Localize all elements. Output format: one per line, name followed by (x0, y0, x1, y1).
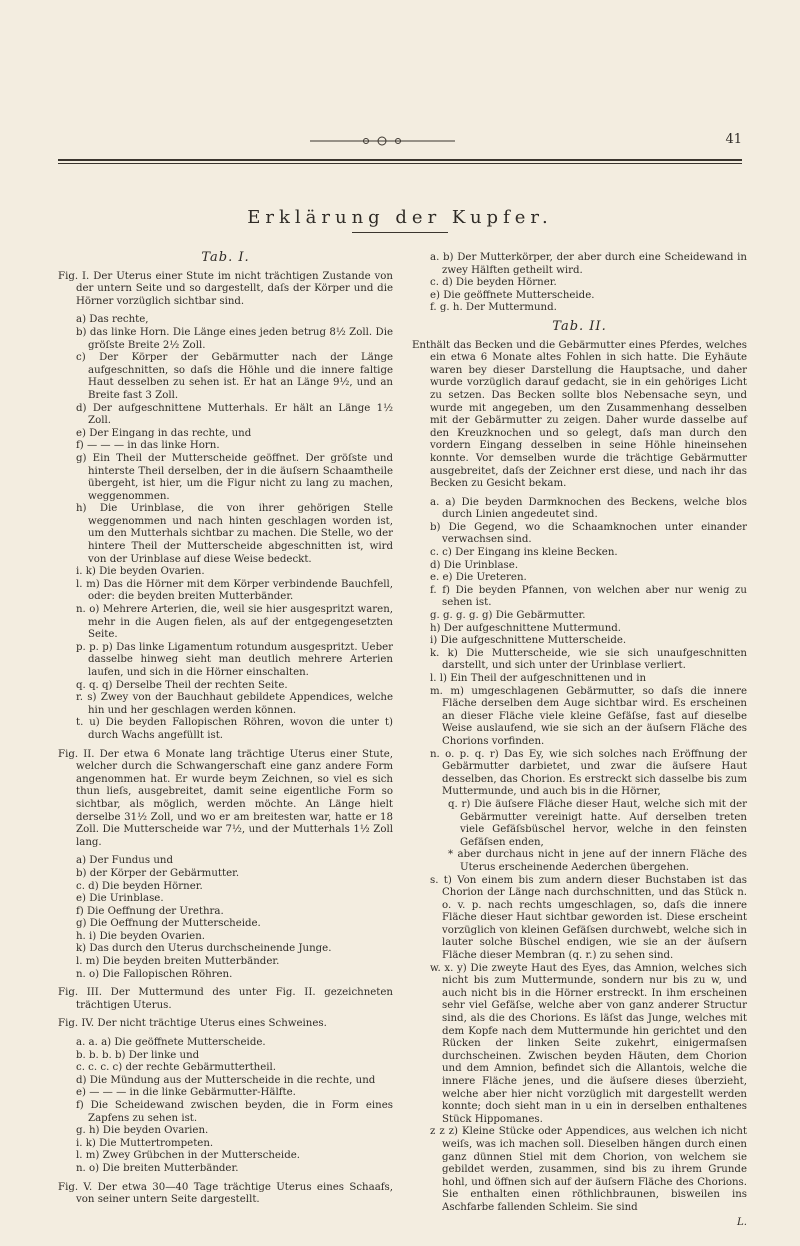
fig-5-items (412, 252, 747, 315)
header-rule (58, 159, 742, 161)
list-item: c) Der Körper der Gebärmutter nach der Länge aufgeschnitten, so daſs die Höhle und die innere faltige Haut desselben zu sehen ist. Er hat an Länge 9½, und an Breite fast 3 Zoll. (76, 352, 393, 401)
list-item: d) Die Mündung aus der Mutterscheide in die rechte, und (76, 1074, 376, 1086)
list-item: n. o) Die Fallopischen Röhren. (76, 968, 233, 980)
fig-1-caption: Fig. I. Der Uterus einer Stute im nicht trächtigen Zustande von der untern Seite und so dargestellt, daſs der Körper und die Hörner vorzüglich sichtbar sind. (58, 270, 393, 307)
list-item: c. c. c. c) der rechte Gebärmuttertheil. (76, 1062, 277, 1074)
list-item: p. p. p) Das linke Ligamentum rotundum ausgespritzt. Ueber dasselbe hinweg sieht man deutlich mehrere Arterien laufen, und sich in die Hörner einschalten. (76, 641, 393, 678)
list-item: l. m) Das die Hörner mit dem Körper verbindende Bauchfell, oder: die beyden breiten Mutterbänder. (76, 578, 393, 603)
list-item: w. x. y) Die zweyte Haut des Eyes, das Amnion, welches sich nicht bis zum Muttermunde, sondern nur bis zu w, und auch nicht bis in die Hörner erstreckt. In ihm erscheinen sehr viel Gefäſse, welche aber von ganz anderer Structur sind, als die des Chorions. Es läſst das Junge, welches mit dem Kopfe nach dem Muttermunde hin gerichtet und den Rücken der linken Seite zukehrt, einigermaſsen durchscheinen. Zwischen beyden Häuten, dem Chorion und dem Amnion, befindet sich die Allantois, welche die innere Fläche jenes, und die äuſsere dieses überzieht, welche aber hier nicht vorzüglich mit dargestellt werden konnte; doch sieht man in u ein in derselben enthaltenes Stück Hippomanes. (430, 962, 747, 1125)
list-item: q. r) Die äuſsere Fläche dieser Haut, welche sich mit der Gebärmutter vereinigt hatte. Auf derselben treten viele Gefäſsbüschel hervor, welche in den feinsten Gefäſsen enden, (448, 798, 747, 848)
list-item: g) Ein Theil der Mutterscheide geöffnet. Der gröſste und hinterste Theil derselben, der in die äuſsern Schaamtheile übergeht, ist hier, um die Figur nicht zu lang zu machen, weggenommen. (76, 452, 393, 502)
list-item: n. o) Mehrere Arterien, die, weil sie hier ausgespritzt waren, mehr in die Augen fielen, als auf der entgegengesetzten Seite. (76, 604, 393, 641)
list-item: n. o) Die breiten Mutterbänder. (76, 1162, 239, 1174)
list-item: c. c) Der Eingang ins kleine Becken. (430, 547, 618, 559)
fig-2-caption: Fig. II. Der etwa 6 Monate lang trächtige Uterus einer Stute, welcher durch die Schwangerschaft eine ganz andere Form angenommen hat. Er wurde beym Zeichnen, so viel es sich thun lieſs, ausgebreitet, damit seine eigentliche Form so sichtbar, als möglich, werden möchte. An Länge hielt derselbe 31½ Zoll, und wo er am breitesten war, hatte er 18 Zoll. Die Mutterscheide war 7½, und der Mutterhals 1½ Zoll lang. (58, 748, 393, 848)
list-item: * aber durchaus nicht in jene auf der innern Fläche des Uterus erscheinende Aederchen übergehen. (448, 849, 747, 873)
list-item: g. g. g. g. g) Die Gebärmutter. (430, 610, 586, 622)
catchword: L. (736, 1216, 747, 1228)
list-item: f) Die Scheidewand zwischen beyden, die in Form eines Zapfens zu sehen ist. (76, 1100, 393, 1124)
list-item: t. u) Die beyden Fallopischen Röhren, wovon die unter t) durch Wachs angefüllt ist. (76, 717, 393, 741)
tab-2-items (412, 497, 747, 799)
list-item: b) das linke Horn. Die Länge eines jeden betrug 8½ Zoll. Die gröſste Breite 2½ Zoll. (76, 326, 393, 351)
list-item: f) Die Oeffnung der Urethra. (76, 905, 224, 917)
tab-2-items-continued (412, 875, 747, 1215)
tab-2-intro: Enthält das Becken und die Gebärmutter eines Pferdes, welches ein etwa 6 Monate altes Fohlen in sich hatte. Die Eyhäute waren bey dieser Darstellung die Hauptsache, und daher wurde vorzüglich darauf gedacht, sie in ein gehöriges Licht zu setzen. Das Becken sollte blos Nebensache seyn, und wurde mit angegeben, um den Zusammenhang desselben mit der Gebärmutter zu zeigen. Daher wurde dasselbe auf den Kreuzknochen und so gelegt, daſs man durch den vordern Eingang desselben in seine Höhle hineinsehen konnte. Vor demselben wurde die trächtige Gebärmutter ausgebreitet, daſs der Zeichner erst diese, und nach ihr das Becken zu Gesicht bekam. (412, 339, 747, 490)
fig-4-items (58, 1037, 393, 1176)
right-column (412, 252, 747, 1229)
list-item: l. m) Zwey Grübchen in der Mutterscheide. (76, 1150, 300, 1162)
list-item: e) Der Eingang in das rechte, und (76, 427, 252, 439)
list-item: b. b. b. b) Der linke und (76, 1049, 200, 1061)
list-item: k. k) Die Mutterscheide, wie sie sich unaufgeschnitten darstellt, und sich unter der Urinblase verliert. (430, 647, 747, 672)
list-item: d) Der aufgeschnittene Mutterhals. Er hält an Länge 1½ Zoll. (76, 402, 393, 427)
list-item: z z z) Kleine Stücke oder Appendices, aus welchen ich nicht weiſs, was ich machen soll. Dieselben hängen durch einen ganz dünnen Stiel mit dem Chorion, von welchem sie gebildet werden, zusammen, sind bis zu ihrem Grunde hohl, und öffnen sich auf der äuſsern Fläche des Chorions. Sie enthalten einen röthlichbraunen, bisweilen ins Aschfarbe fallenden Schleim. Sie sind (430, 1126, 747, 1213)
page-number: 41 (725, 132, 742, 147)
list-item: e) Die Urinblase. (76, 893, 164, 905)
title-rule (352, 232, 448, 233)
list-item: m. m) umgeschlagenen Gebärmutter, so daſs die innere Fläche derselben dem Auge sichtbar wird. Es erscheinen an dieser Fläche viele kleine Gefäſse, fast auf dieselbe Weise auslaufend, wie sie sich an der äuſsern Fläche des Chorions vorfinden. (430, 685, 747, 747)
list-item: i) Die aufgeschnittene Mutterscheide. (430, 635, 627, 647)
list-item: q. q. q) Derselbe Theil der rechten Seite. (76, 679, 288, 691)
list-item: b) der Körper der Gebärmutter. (76, 867, 240, 879)
list-item: f. g. h. Der Muttermund. (430, 302, 557, 314)
tab-2-subitems (412, 799, 747, 875)
list-item: h) Die Urinblase, die von ihrer gehörigen Stelle weggenommen und nach hinten geschlagen worden ist, um den Mutterhals sichtbar zu machen. Die Stelle, wo der hintere Theil der Mutterscheide abgeschnitten ist, wird von der Urinblase auf diese Weise bedeckt. (76, 503, 393, 565)
ornament-icon (310, 135, 455, 147)
list-item: g. h) Die beyden Ovarien. (76, 1125, 209, 1137)
tab-1-heading: Tab. I. (201, 250, 250, 265)
list-item: g) Die Oeffnung der Mutterscheide. (76, 918, 261, 930)
list-item: e. e) Die Ureteren. (430, 572, 527, 584)
list-item: c. d) Die beyden Hörner. (430, 277, 557, 289)
list-item: e) Die geöffnete Mutterscheide. (430, 289, 595, 301)
list-item: l. m) Die beyden breiten Mutterbänder. (76, 956, 280, 968)
list-item: c. d) Die beyden Hörner. (76, 880, 203, 892)
list-item: h) Der aufgeschnittene Muttermund. (430, 622, 622, 634)
list-item: f. f) Die beyden Pfannen, von welchen aber nur wenig zu sehen ist. (430, 584, 747, 609)
list-item: k) Das durch den Uterus durchscheinende Junge. (76, 943, 332, 955)
list-item: a. a) Die beyden Darmknochen des Beckens, welche blos durch Linien angedeutet sind. (430, 496, 747, 521)
list-item: l. l) Ein Theil der aufgeschnittenen und in (430, 673, 647, 684)
list-item: i. k) Die Muttertrompeten. (76, 1137, 214, 1149)
list-item: a) Der Fundus und (76, 855, 173, 867)
tab-2-heading: Tab. II. (552, 318, 607, 334)
fig-4-caption: Fig. IV. Der nicht trächtige Uterus eines Schweines. (58, 1018, 327, 1030)
list-item: s. t) Von einem bis zum andern dieser Buchstaben ist das Chorion der Länge nach durchschnitten, und das Stück n. o. v. p. nach rechts umgeschlagen, so, daſs die innere Fläche dieser Haut sichtbar geworden ist. Diese erscheint vorzüglich von kleinen Gefäſsen durchwebt, welche sich in lauter solche Büschel endigen, wie sie an der äuſsern Fläche dieser Membran (q. r.) zu sehen sind. (430, 874, 747, 962)
header-rule-thin (58, 163, 742, 164)
list-item: h. i) Die beyden Ovarien. (76, 930, 205, 942)
list-item: f) — — — in das linke Horn. (76, 440, 220, 452)
left-column (58, 252, 393, 1213)
list-item: a. b) Der Mutterkörper, der aber durch eine Scheidewand in zwey Hälften getheilt wird. (430, 252, 747, 276)
list-item: r. s) Zwey von der Bauchhaut gebildete Appendices, welche hin und her geschlagen werden können. (76, 692, 393, 716)
list-item: b) Die Gegend, wo die Schaamknochen unter einander verwachsen sind. (430, 521, 747, 546)
list-item: e) — — — in die linke Gebärmutter-Hälfte. (76, 1087, 296, 1099)
fig-2-items (58, 855, 393, 981)
list-item: a) Das rechte, (76, 314, 149, 326)
list-item: n. o. p. q. r) Das Ey, wie sich solches nach Eröffnung der Gebärmutter darbietet, und zwar die äuſsere Haut desselben, das Chorion. Es erstreckt sich dasselbe bis zum Muttermunde, und auch bis in die Hörner, (430, 748, 747, 798)
list-item: i. k) Die beyden Ovarien. (76, 566, 205, 578)
list-item: d) Die Urinblase. (430, 559, 519, 571)
fig-1-items (58, 314, 393, 742)
fig-3-caption: Fig. III. Der Muttermund des unter Fig. II. gezeichneten trächtigen Uterus. (58, 987, 393, 1011)
fig-5-caption: Fig. V. Der etwa 30—40 Tage trächtige Uterus eines Schaafs, von seiner untern Seite dargestellt. (58, 1181, 393, 1206)
list-item: a. a. a) Die geöffnete Mutterscheide. (76, 1037, 266, 1049)
page-title: Erklärung der Kupfer. (247, 207, 553, 228)
